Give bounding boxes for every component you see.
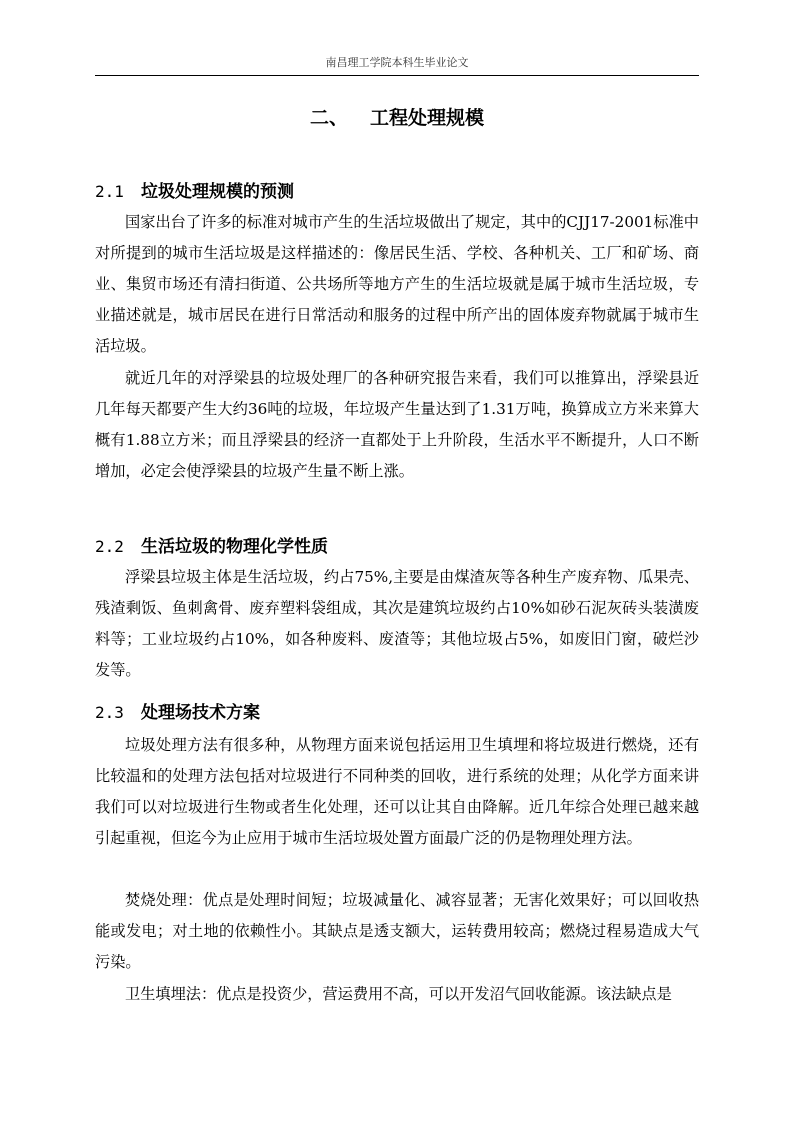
chapter-number: 二、 — [309, 107, 348, 129]
section-heading-2-1 — [95, 177, 294, 202]
paragraph: 卫生填埋法：优点是投资少，营运费用不高，可以开发沼气回收能源。该法缺点是 — [125, 985, 672, 1003]
section-number: 2.2 — [95, 537, 124, 556]
paragraph: 焚烧处理：优点是处理时间短；垃圾减量化、减容显著；无害化效果好；可以回收热能或发电；对土地的依赖性小。其缺点是透支额大，运转费用较高；燃烧过程易造成大气污染。 — [95, 891, 699, 971]
section-heading-2-3 — [95, 698, 260, 723]
paragraph: 国家出台了许多的标准对城市产生的生活垃圾做出了规定，其中的CJJ17-2001标准中对所提到的城市生活垃圾是这样描述的：像居民生活、学校、各种机关、工厂和矿场、商业、集贸市场还有清扫街道、公共场所等地方产生的生活垃圾就是属于城市生活垃圾，专业描述就是，城市居民在进行日常活动和服务的过程中所产出的固体废弃物就属于城市生活垃圾。 — [95, 213, 699, 355]
header-rule — [95, 75, 699, 76]
section-title: 生活垃圾的物理化学性质 — [141, 537, 328, 557]
section-title: 垃圾处理规模的预测 — [141, 182, 294, 202]
section-title: 处理场技术方案 — [141, 703, 260, 723]
paragraph: 垃圾处理方法有很多种，从物理方面来说包括运用卫生填埋和将垃圾进行燃烧，还有比较温和的处理方法包括对垃圾进行不同种类的回收，进行系统的处理；从化学方面来讲我们可以对垃圾进行生物或者生化处理，还可以让其自由降解。近几年综合处理已越来越引起重视，但迄今为止应用于城市生活垃圾处置方面最广泛的仍是物理处理方法。 — [95, 736, 699, 847]
paragraph: 浮梁县垃圾主体是生活垃圾，约占75%,主要是由煤渣灰等各种生产废弃物、瓜果壳、残渣剩饭、鱼刺禽骨、废弃塑料袋组成，其次是建筑垃圾约占10%如砂石泥灰砖头装潢废料等；工业垃圾约占10%，如各种废料、废渣等；其他垃圾占5%，如废旧门窗，破烂沙发等。 — [95, 568, 699, 679]
section-number: 2.1 — [95, 182, 124, 201]
section-heading-2-2 — [95, 532, 328, 557]
section-number: 2.3 — [95, 703, 124, 722]
paragraph: 就近几年的对浮梁县的垃圾处理厂的各种研究报告来看，我们可以推算出，浮梁县近几年每天都要产生大约36吨的垃圾，年垃圾产生量达到了1.31万吨，换算成立方米来算大概有1.88立方米；而且浮梁县的经济一直都处于上升阶段，生活水平不断提升，人口不断增加，必定会使浮梁县的垃圾产生量不断上涨。 — [95, 369, 699, 480]
chapter-title — [95, 103, 699, 130]
running-header: 南昌理工学院本科生毕业论文 — [325, 56, 469, 69]
chapter-title-text: 工程处理规模 — [370, 107, 485, 129]
